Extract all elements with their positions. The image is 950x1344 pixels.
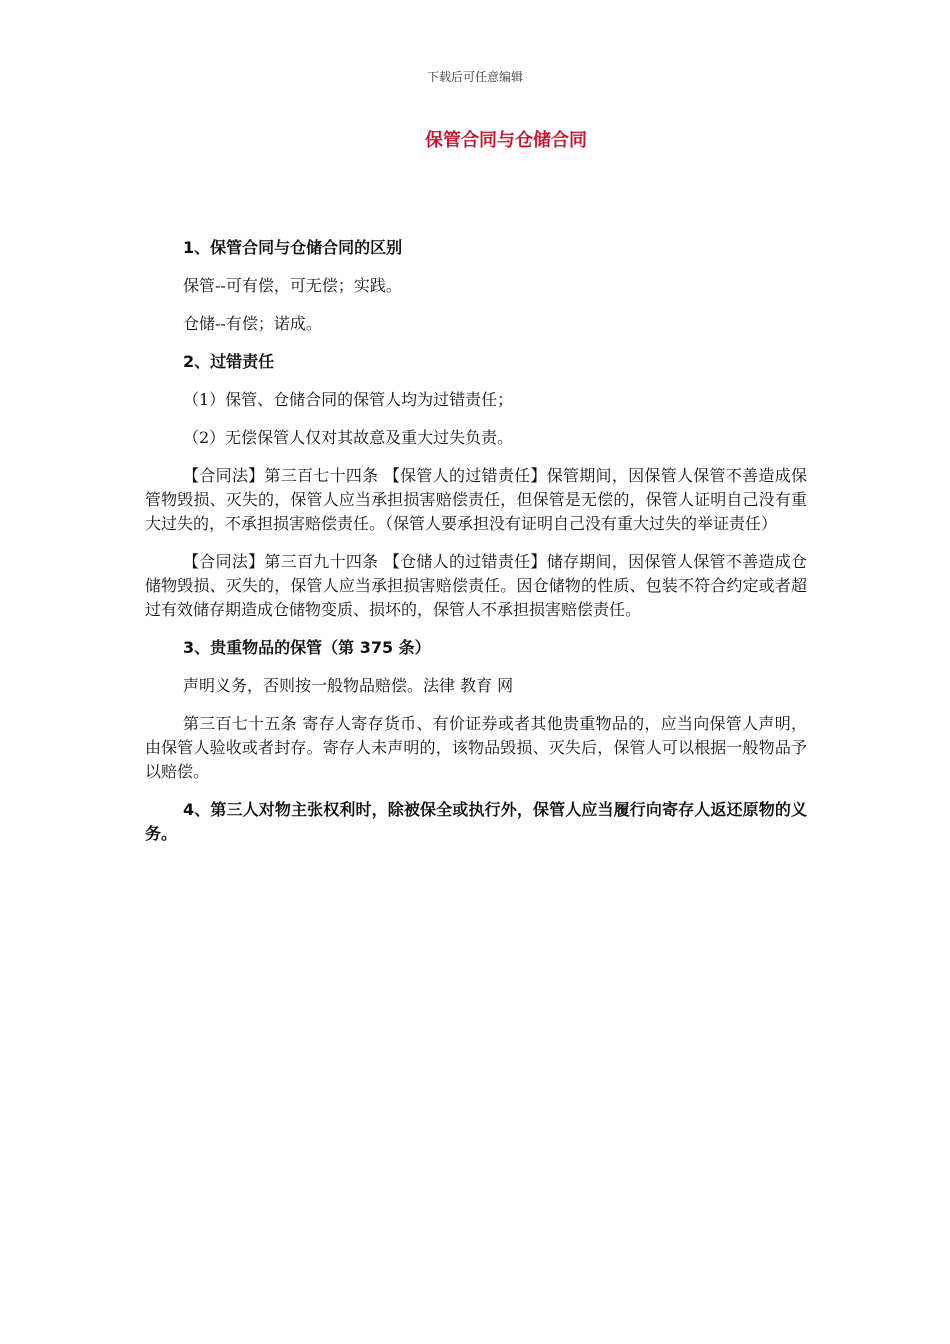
section-heading-1: 1、保管合同与仓储合同的区别 bbox=[183, 238, 403, 257]
header-note: 下载后可任意编辑 bbox=[426, 70, 523, 84]
section-heading-2: 2、过错责任 bbox=[183, 352, 275, 371]
section-heading-3: 3、贵重物品的保管（第 375 条） bbox=[183, 638, 431, 657]
paragraph: （2）无偿保管人仅对其故意及重大过失负责。 bbox=[183, 428, 514, 447]
document-title: 保管合同与仓储合同 bbox=[425, 130, 587, 151]
paragraph: 保管--可有偿，可无偿；实践。 bbox=[183, 276, 402, 295]
paragraph-article-375: 第三百七十五条 寄存人寄存货币、有价证券或者其他贵重物品的，应当向保管人声明，由保管人验收或者封存。寄存人未声明的，该物品毁损、灭失后，保管人可以根据一般物品予以赔偿。 bbox=[145, 714, 807, 781]
paragraph-article-374: 【合同法】第三百七十四条 【保管人的过错责任】保管期间，因保管人保管不善造成保管物毁损、灭失的，保管人应当承担损害赔偿责任，但保管是无偿的，保管人证明自己没有重大过失的，不承担损害赔偿责任。（保管人要承担没有证明自己没有重大过失的举证责任） bbox=[145, 466, 807, 533]
paragraph: 声明义务，否则按一般物品赔偿。法律 教育 网 bbox=[183, 676, 514, 695]
document-body bbox=[145, 236, 807, 860]
paragraph: 仓储--有偿；诺成。 bbox=[183, 314, 322, 333]
section-heading-4: 4、第三人对物主张权利时，除被保全或执行外，保管人应当履行向寄存人返还原物的义务。 bbox=[145, 800, 807, 843]
paragraph-article-394: 【合同法】第三百九十四条 【仓储人的过错责任】储存期间，因保管人保管不善造成仓储物毁损、灭失的，保管人应当承担损害赔偿责任。因仓储物的性质、包装不符合约定或者超过有效储存期造成仓储物变质、损坏的，保管人不承担损害赔偿责任。 bbox=[145, 552, 807, 619]
paragraph: （1）保管、仓储合同的保管人均为过错责任； bbox=[183, 390, 514, 409]
